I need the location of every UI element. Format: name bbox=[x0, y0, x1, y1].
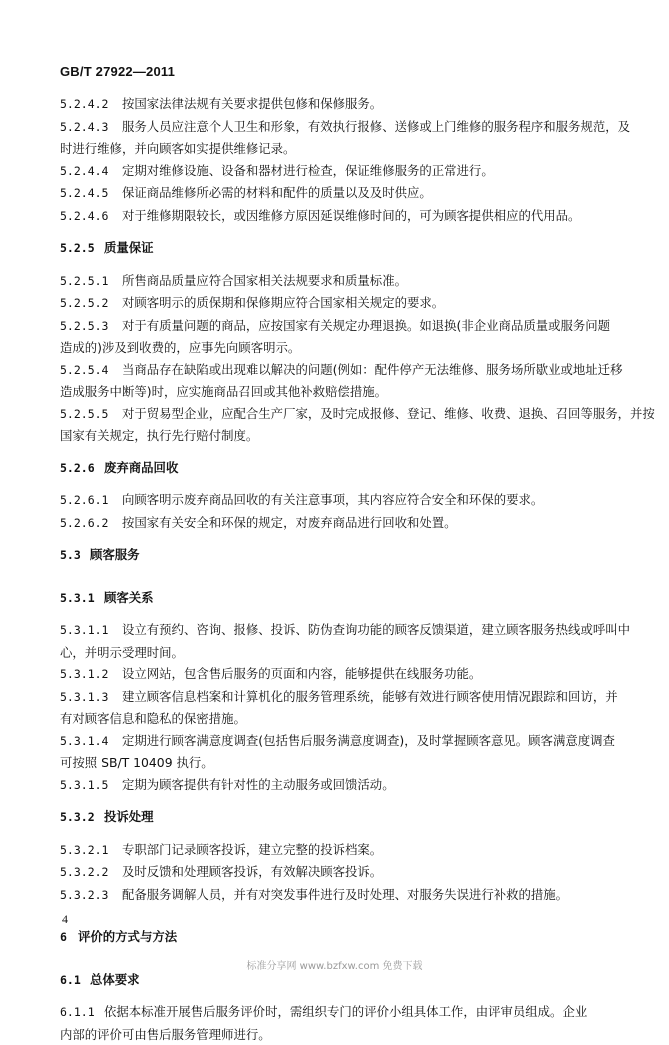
clause-line bbox=[60, 489, 610, 512]
clause-text: 对于贸易型企业，应配合生产厂家，及时完成报修、登记、维修、收费、退换、召回等服务，并按 bbox=[122, 406, 655, 421]
clause-number: 5.2.5.5 bbox=[60, 404, 122, 426]
clause-line bbox=[60, 861, 610, 884]
clause-number: 6.1 bbox=[60, 970, 90, 992]
spacer bbox=[60, 609, 610, 619]
clause-line bbox=[60, 359, 610, 382]
clause-line bbox=[60, 93, 610, 116]
clause-continuation bbox=[60, 381, 610, 403]
clause-text: 建立顾客信息档案和计算机化的服务管理系统，能够有效进行顾客使用情况跟踪和回访，并 bbox=[122, 689, 618, 704]
clause-text: 当商品存在缺陷或出现难以解决的问题(例如：配件停产无法维修、服务场所歇业或地址迁移 bbox=[122, 362, 622, 377]
clause-number: 5.2.4.4 bbox=[60, 161, 122, 183]
clause-number: 5.3.1.1 bbox=[60, 620, 122, 642]
clause-text: 及时反馈和处理顾客投诉，有效解决顾客投诉。 bbox=[122, 864, 382, 879]
clause-number: 5.3.1.4 bbox=[60, 731, 122, 753]
clause-number: 5.2.5.4 bbox=[60, 360, 122, 382]
clause-line bbox=[60, 116, 610, 139]
clause-text: 对于维修期限较长，或因维修方原因延误维修时间的，可为顾客提供相应的代用品。 bbox=[122, 208, 580, 223]
spacer bbox=[60, 577, 610, 587]
clause-number: 5.2.5.1 bbox=[60, 271, 122, 293]
clause-number: 6 bbox=[60, 927, 78, 949]
clause-line bbox=[60, 160, 610, 183]
clause-line bbox=[60, 315, 610, 338]
clause-number: 5.3.2.2 bbox=[60, 862, 122, 884]
clause-text: 设立网站，包含售后服务的页面和内容，能够提供在线服务功能。 bbox=[122, 666, 481, 681]
spacer bbox=[60, 991, 610, 1001]
clause-number: 5.2.4.6 bbox=[60, 206, 122, 228]
clause-line bbox=[60, 1001, 610, 1024]
clause-text: 国家有关规定，执行先行赔付制度。 bbox=[60, 428, 258, 443]
spacer bbox=[60, 534, 610, 544]
clause-text: 配备服务调解人员，并有对突发事件进行及时处理、对服务失误进行补救的措施。 bbox=[122, 887, 568, 902]
clause-line bbox=[60, 270, 610, 293]
clause-continuation bbox=[60, 1024, 610, 1045]
clause-number: 5.2.5.2 bbox=[60, 293, 122, 315]
clause-text: 依据本标准开展售后服务评价时，需组织专门的评价小组具体工作，由评审员组成。企业 bbox=[104, 1004, 587, 1019]
clause-continuation bbox=[60, 752, 610, 774]
clause-text: 按国家法律法规有关要求提供包修和保修服务。 bbox=[122, 96, 382, 111]
clause-text: 对顾客明示的质保期和保修期应符合国家相关规定的要求。 bbox=[122, 295, 444, 310]
clause-continuation bbox=[60, 337, 610, 359]
clause-text: 投诉处理 bbox=[104, 809, 154, 824]
clause-number: 5.2.4.5 bbox=[60, 183, 122, 205]
clause-text: 时进行维修，并向顾客如实提供维修记录。 bbox=[60, 141, 295, 156]
standard-code-header: GB/T 27922—2011 bbox=[60, 64, 175, 79]
clause-number: 5.3.1.3 bbox=[60, 687, 122, 709]
section-heading bbox=[60, 806, 610, 829]
spacer bbox=[60, 796, 610, 806]
clause-text: 向顾客明示废弃商品回收的有关注意事项，其内容应符合安全和环保的要求。 bbox=[122, 492, 543, 507]
clause-number: 5.3.1.2 bbox=[60, 664, 122, 686]
clause-text: 评价的方式与方法 bbox=[78, 929, 177, 944]
spacer bbox=[60, 567, 610, 577]
section-heading bbox=[60, 587, 610, 610]
clause-text: 定期进行顾客满意度调查(包括售后服务满意度调查)，及时掌握顾客意见。顾客满意度调查 bbox=[122, 733, 615, 748]
clause-text: 可按照 SB/T 10409 执行。 bbox=[60, 755, 214, 770]
clause-text: 总体要求 bbox=[90, 972, 140, 987]
clause-text: 内部的评价可由售后服务管理师进行。 bbox=[60, 1027, 271, 1042]
clause-number: 5.3.1 bbox=[60, 588, 104, 610]
clause-line bbox=[60, 205, 610, 228]
clause-text: 专职部门记录顾客投诉，建立完整的投诉档案。 bbox=[122, 842, 382, 857]
clause-line bbox=[60, 182, 610, 205]
clause-text: 所售商品质量应符合国家相关法规要求和质量标准。 bbox=[122, 273, 407, 288]
clause-text: 造成的)涉及到收费的，应事先向顾客明示。 bbox=[60, 340, 300, 355]
clause-text: 按国家有关安全和环保的规定，对废弃商品进行回收和处置。 bbox=[122, 515, 457, 530]
clause-line bbox=[60, 292, 610, 315]
clause-line bbox=[60, 884, 610, 907]
document-body bbox=[60, 93, 610, 1045]
section-heading bbox=[60, 926, 610, 949]
spacer bbox=[60, 479, 610, 489]
clause-number: 5.3.2 bbox=[60, 807, 104, 829]
section-heading bbox=[60, 237, 610, 260]
clause-text: 顾客关系 bbox=[104, 590, 154, 605]
clause-continuation bbox=[60, 642, 610, 664]
footer-watermark: 标准分享网 www.bzfxw.com 免费下载 bbox=[0, 957, 669, 972]
spacer bbox=[60, 447, 610, 457]
clause-text: 废弃商品回收 bbox=[104, 460, 178, 475]
clause-number: 5.3.2.3 bbox=[60, 885, 122, 907]
clause-text: 有对顾客信息和隐私的保密措施。 bbox=[60, 711, 246, 726]
clause-number: 5.2.6.1 bbox=[60, 490, 122, 512]
clause-continuation bbox=[60, 425, 610, 447]
section-heading bbox=[60, 457, 610, 480]
clause-line bbox=[60, 730, 610, 753]
clause-text: 服务人员应注意个人卫生和形象，有效执行报修、送修或上门维修的服务程序和服务规范，及 bbox=[122, 119, 630, 134]
clause-number: 5.3.2.1 bbox=[60, 840, 122, 862]
clause-line bbox=[60, 774, 610, 797]
clause-line bbox=[60, 839, 610, 862]
clause-text: 造成服务中断等)时，应实施商品召回或其他补救赔偿措施。 bbox=[60, 384, 387, 399]
clause-text: 设立有预约、咨询、报修、投诉、防伪查询功能的顾客反馈渠道，建立顾客服务热线或呼叫中 bbox=[122, 622, 630, 637]
clause-number: 5.2.5.3 bbox=[60, 316, 122, 338]
clause-number: 5.2.6 bbox=[60, 458, 104, 480]
clause-text: 对于有质量问题的商品，应按国家有关规定办理退换。如退换(非企业商品质量或服务问题 bbox=[122, 318, 610, 333]
clause-number: 5.3 bbox=[60, 545, 90, 567]
clause-continuation bbox=[60, 708, 610, 730]
clause-number: 5.2.5 bbox=[60, 238, 104, 260]
clause-number: 5.2.6.2 bbox=[60, 513, 122, 535]
clause-text: 心，并明示受理时间。 bbox=[60, 645, 184, 660]
section-heading bbox=[60, 544, 610, 567]
clause-number: 5.3.1.5 bbox=[60, 775, 122, 797]
clause-number: 5.2.4.2 bbox=[60, 94, 122, 116]
clause-number: 5.2.4.3 bbox=[60, 117, 122, 139]
clause-line bbox=[60, 512, 610, 535]
clause-text: 保证商品维修所必需的材料和配件的质量以及及时供应。 bbox=[122, 185, 432, 200]
clause-line bbox=[60, 619, 610, 642]
clause-number: 6.1.1 bbox=[60, 1002, 104, 1024]
clause-text: 定期为顾客提供有针对性的主动服务或回馈活动。 bbox=[122, 777, 395, 792]
clause-line bbox=[60, 403, 610, 426]
clause-line bbox=[60, 663, 610, 686]
spacer bbox=[60, 829, 610, 839]
spacer bbox=[60, 227, 610, 237]
page-number: 4 bbox=[62, 912, 68, 927]
clause-line bbox=[60, 686, 610, 709]
clause-text: 定期对维修设施、设备和器材进行检查，保证维修服务的正常进行。 bbox=[122, 163, 494, 178]
clause-continuation bbox=[60, 138, 610, 160]
clause-text: 顾客服务 bbox=[90, 547, 140, 562]
clause-text: 质量保证 bbox=[104, 240, 154, 255]
spacer bbox=[60, 260, 610, 270]
spacer bbox=[60, 906, 610, 926]
